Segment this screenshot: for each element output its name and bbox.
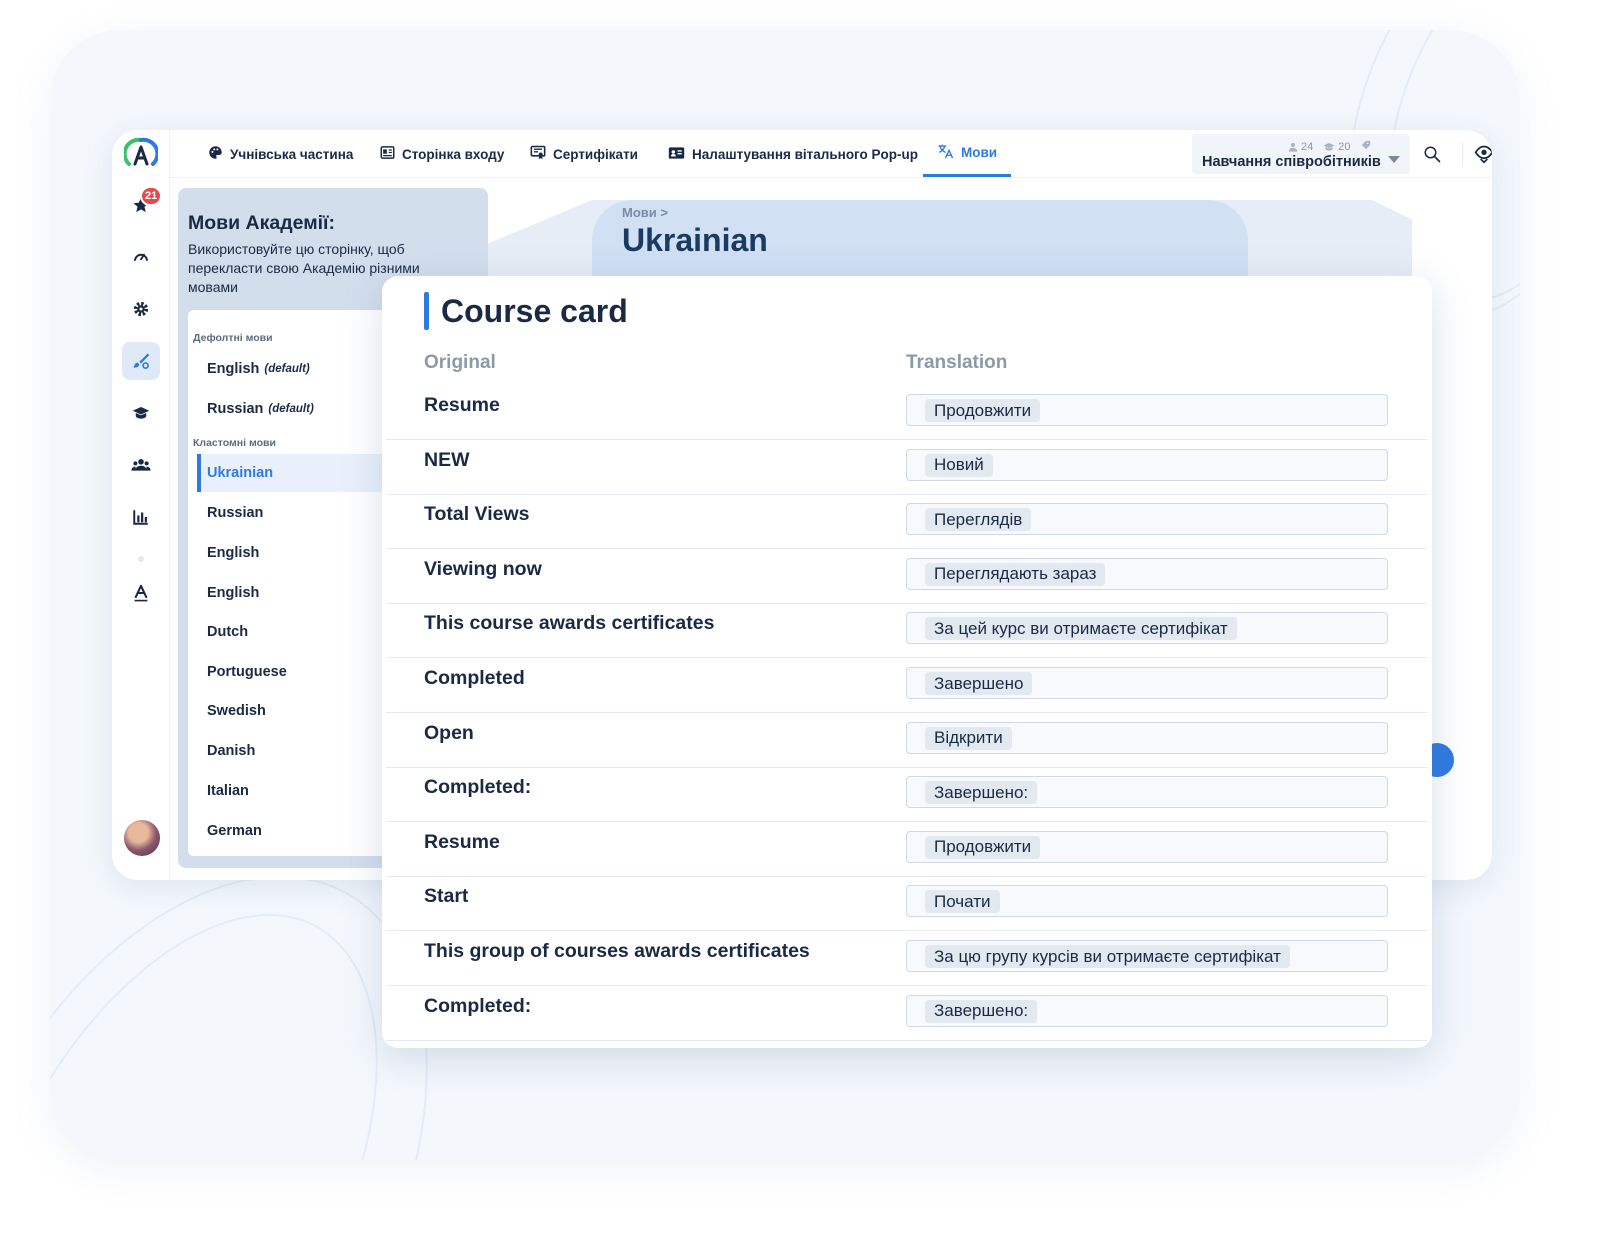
- language-item[interactable]: English: [207, 585, 260, 601]
- academy-logo-icon[interactable]: [122, 134, 160, 172]
- translation-value: Переглядів: [925, 508, 1031, 531]
- translation-input[interactable]: [906, 449, 1388, 481]
- language-item[interactable]: Swedish: [207, 703, 266, 719]
- translation-value: Завершено:: [925, 1000, 1037, 1023]
- palette-icon: [208, 145, 223, 163]
- search-icon[interactable]: [1420, 142, 1444, 166]
- translation-input[interactable]: [906, 995, 1388, 1027]
- language-item[interactable]: Portuguese: [207, 664, 287, 680]
- card-title-wrap: [424, 292, 628, 330]
- default-tag: (default): [264, 363, 310, 375]
- default-tag: (default): [268, 403, 314, 415]
- translation-row: [386, 550, 1427, 604]
- translation-value: За цю групу курсів ви отримаєте сертифікат: [925, 945, 1290, 968]
- graduation-cap-icon: [1323, 142, 1335, 152]
- language-item[interactable]: English: [207, 545, 260, 561]
- translation-value: Новий: [925, 454, 993, 477]
- translation-input[interactable]: [906, 940, 1388, 972]
- settings-gear-icon[interactable]: [122, 290, 160, 328]
- id-card-icon: [668, 146, 685, 163]
- translation-input[interactable]: [906, 503, 1388, 535]
- translate-icon: [937, 143, 954, 162]
- language-item[interactable]: German: [207, 823, 262, 839]
- company-name: Навчання співробітників: [1202, 154, 1381, 170]
- translation-value: Продовжити: [925, 836, 1040, 859]
- translation-row: [386, 386, 1427, 440]
- translation-row: [386, 441, 1427, 495]
- tab-label: Сторінка входу: [402, 146, 505, 162]
- translation-value: За цей курс ви отримаєте сертифікат: [925, 617, 1237, 640]
- translation-row: [386, 604, 1427, 658]
- tab-label: Сертифікати: [553, 146, 638, 162]
- translation-input[interactable]: [906, 558, 1388, 590]
- topbar-divider: [1462, 142, 1463, 166]
- languages-panel-description: Використовуйте цю сторінку, щоб перекласти свою Академію різними мовами: [188, 241, 420, 295]
- translation-input[interactable]: [906, 394, 1388, 426]
- languages-panel-title: Мови Академії:: [188, 212, 336, 234]
- card-title: Course card: [441, 292, 628, 329]
- translation-input[interactable]: [906, 776, 1388, 808]
- translation-input[interactable]: [906, 722, 1388, 754]
- course-card-translations: [382, 276, 1432, 1048]
- tab-student-area[interactable]: [208, 130, 353, 178]
- language-item[interactable]: Dutch: [207, 624, 249, 640]
- academy-text-icon[interactable]: [122, 574, 160, 612]
- tab-certificates[interactable]: [530, 130, 638, 178]
- translation-input[interactable]: [906, 885, 1388, 917]
- translation-value: Продовжити: [925, 399, 1040, 422]
- translation-row: [386, 659, 1427, 713]
- company-stats: [1288, 140, 1371, 153]
- original-text: This course awards certificates: [424, 612, 715, 635]
- translation-value: Відкрити: [925, 727, 1012, 750]
- translation-row: [386, 495, 1427, 549]
- translation-row: [386, 877, 1427, 931]
- courses-count: 20: [1323, 141, 1350, 153]
- preview-eye-icon[interactable]: [1472, 142, 1492, 166]
- tab-languages[interactable]: [923, 130, 1011, 177]
- translation-value: Переглядають зараз: [925, 563, 1105, 586]
- translation-row: [386, 714, 1427, 768]
- column-header-original: Original: [424, 352, 496, 373]
- original-text: Resume: [424, 830, 500, 853]
- courses-graduation-cap-icon[interactable]: [122, 394, 160, 432]
- left-rail: [112, 130, 170, 880]
- rail-separator-dot: [138, 556, 144, 562]
- user-avatar[interactable]: [124, 820, 160, 856]
- translation-row: [386, 768, 1427, 822]
- original-text: Resume: [424, 394, 500, 416]
- custom-languages-heading: Кластомні мови: [193, 437, 276, 449]
- original-text: Completed: [424, 667, 525, 689]
- default-languages-heading: Дефолтні мови: [193, 332, 273, 344]
- column-header-translation: Translation: [906, 352, 1008, 373]
- language-item-ukrainian[interactable]: Ukrainian: [197, 454, 497, 492]
- original-text: Completed:: [424, 994, 532, 1017]
- translation-input[interactable]: [906, 831, 1388, 863]
- breadcrumb[interactable]: Мови >: [622, 205, 668, 220]
- tab-label: Налаштування вітального Pop-up: [692, 146, 918, 162]
- users-group-icon[interactable]: [122, 446, 160, 484]
- company-selector[interactable]: [1192, 134, 1410, 174]
- original-text: Total Views: [424, 503, 530, 526]
- users-count: 24: [1288, 141, 1313, 153]
- page-title: Ukrainian: [622, 222, 768, 258]
- tag-icon: [1361, 140, 1371, 153]
- title-accent-bar: [424, 292, 429, 330]
- tab-login-page[interactable]: [380, 130, 504, 178]
- translation-row: [386, 823, 1427, 877]
- translation-row: [386, 987, 1427, 1041]
- original-text: NEW: [424, 448, 470, 471]
- tab-welcome-popup[interactable]: [668, 130, 918, 178]
- original-text: Completed:: [424, 776, 532, 799]
- language-name: English: [207, 361, 260, 377]
- translation-value: Завершено: [925, 672, 1032, 695]
- certificate-icon: [530, 145, 546, 163]
- tab-label: Мови: [961, 144, 998, 160]
- language-item[interactable]: Italian: [207, 783, 249, 799]
- login-page-icon: [380, 145, 395, 163]
- language-item[interactable]: Russian: [207, 505, 264, 521]
- top-navigation: [170, 130, 1492, 178]
- chevron-down-icon: [1388, 151, 1400, 169]
- user-icon: [1288, 142, 1298, 152]
- dashboard-gauge-icon[interactable]: [122, 238, 160, 276]
- statistics-bar-chart-icon[interactable]: [122, 498, 160, 536]
- notification-badge: 21: [140, 186, 162, 206]
- original-text: This group of courses awards certificates: [424, 940, 810, 962]
- original-text: Viewing now: [424, 557, 542, 580]
- tab-label: Учнівська частина: [230, 146, 354, 162]
- translation-input[interactable]: [906, 667, 1388, 699]
- language-item[interactable]: Danish: [207, 743, 256, 759]
- customization-brush-icon[interactable]: [122, 342, 160, 380]
- translation-row: [386, 932, 1427, 986]
- original-text: Start: [424, 885, 469, 908]
- original-text: Open: [424, 721, 474, 744]
- translation-value: Почати: [925, 890, 1000, 913]
- translation-value: Завершено:: [925, 781, 1037, 804]
- translation-input[interactable]: [906, 612, 1388, 644]
- language-name: Russian: [207, 401, 264, 417]
